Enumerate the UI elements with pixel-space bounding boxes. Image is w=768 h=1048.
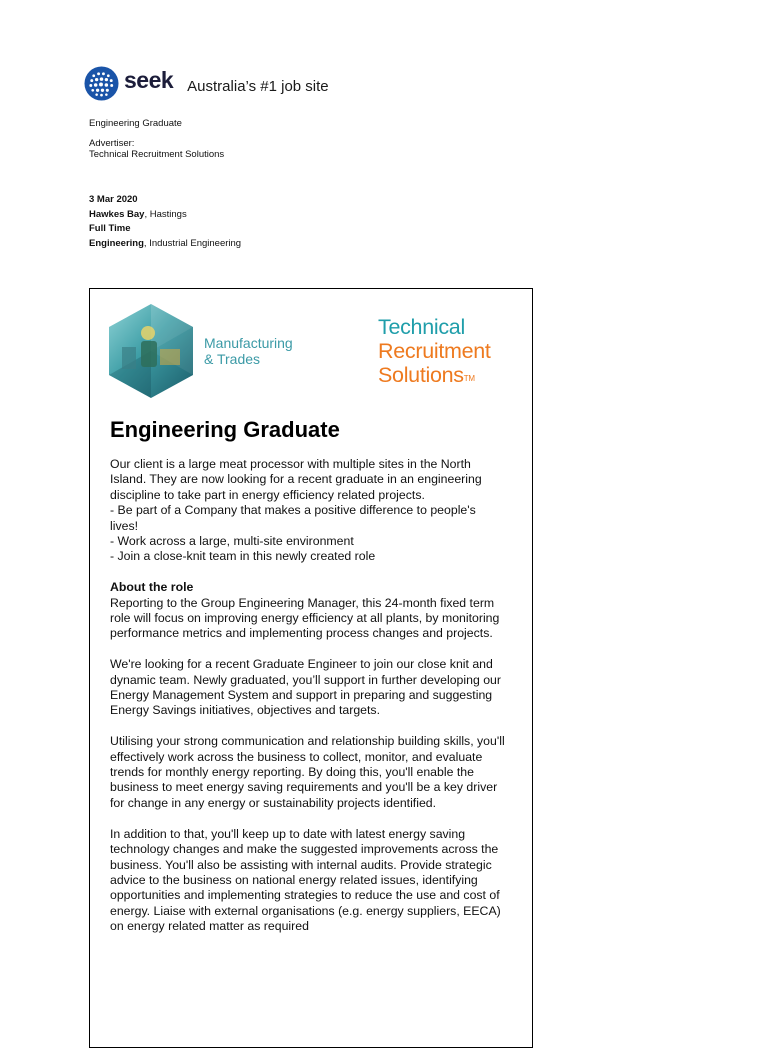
role-paragraph: We're looking for a recent Graduate Engineer to join our close knit and dynamic team. Newly graduated, you’ll support in further developing our Energy Management System and support in preparing and suggesting Energy Savings initiatives, objectives and targets.: [110, 657, 501, 718]
brand-line-solutions: Solutions™: [378, 363, 475, 387]
classification[interactable]: Engineering: [89, 238, 144, 249]
brand-line-recruitment: Recruitment: [378, 339, 491, 363]
site-tagline: Australia’s #1 job site: [187, 77, 329, 95]
advertiser-name[interactable]: Technical Recruitment Solutions: [89, 149, 225, 160]
job-ad-content: [89, 288, 533, 1048]
trademark-mark: TM: [463, 374, 475, 383]
about-heading: About the role: [110, 580, 194, 595]
skills-paragraph: Utilising your strong communication and relationship building skills, you'll effectively work across the business to collect, monitor, and evaluate trends for monthly energy reporting. By doing this, you'll enable the business to meet energy saving requirements and you'll be a key driver for change in any energy or sustainability projects identified.: [110, 734, 505, 810]
work-type: Full Time: [89, 223, 131, 234]
listing-date: 3 Mar 2020: [89, 194, 138, 205]
site-header: [84, 66, 329, 100]
ad-body: [110, 457, 520, 950]
seek-wordmark[interactable]: seek: [124, 66, 174, 93]
manufacturing-hexagon-icon: [108, 303, 194, 399]
advertiser-label: Advertiser:: [89, 138, 135, 149]
about-paragraph: About the role Reporting to the Group Engineering Manager, this 24-month fixed term role will focus on improving energy efficiency at all plants, by monitoring performance metrics and implementing process changes and projects.: [110, 580, 520, 642]
seek-logo-icon[interactable]: [84, 66, 119, 101]
sector-label: Manufacturing & Trades: [204, 335, 293, 367]
duties-paragraph: In addition to that, you'll keep up to date with latest energy saving technology changes and make the suggested improvements across the business. You'll also be assisting with internal audits. Provide strategic advice to the business on national energy related issues, identifying opportunities and implementing strategies to reduce the use and cost of energy. Liaise with external organisations (e.g. energy suppliers, EECA) on energy related matter as required: [110, 826, 501, 934]
advertiser-block: [89, 138, 224, 160]
job-classification: [89, 238, 241, 249]
brand-logo: [378, 315, 491, 387]
location-region[interactable]: Hawkes Bay: [89, 209, 145, 220]
job-location: [89, 209, 187, 220]
job-title-meta: Engineering Graduate: [89, 118, 182, 129]
intro-paragraph: Our client is a large meat processor with multiple sites in the North Island. They are now looking for a recent graduate in an engineering discipline to take part in energy efficiency related projects. - Be part of a Company that makes a positive difference to people's lives! - Work across a large, multi-site environment - Join a close-knit team in this newly created role: [110, 457, 482, 564]
location-area: , Hastings: [144, 209, 187, 220]
brand-line-technical: Technical: [378, 315, 465, 339]
ad-job-title: Engineering Graduate: [110, 417, 340, 442]
sub-classification: , Industrial Engineering: [143, 238, 242, 249]
